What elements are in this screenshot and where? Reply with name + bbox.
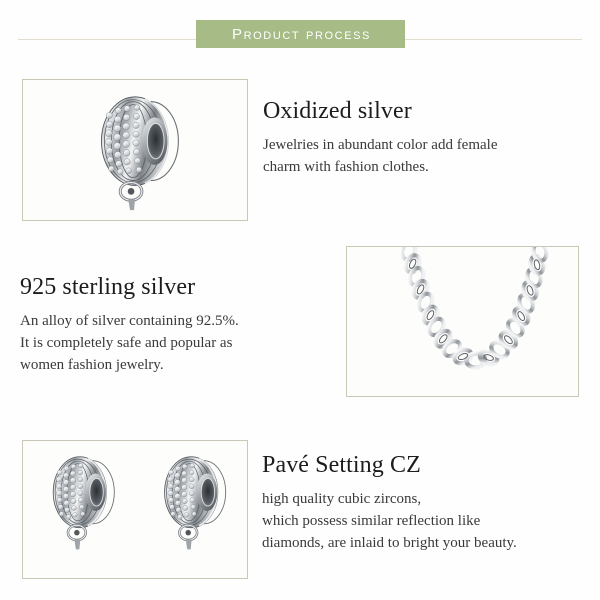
body-line: An alloy of silver containing 92.5%. <box>20 313 239 329</box>
photo-frame-925-sterling-silver <box>346 246 579 397</box>
body-line: which possess similar reflection like <box>262 513 481 530</box>
body-line: charm with fashion clothes. <box>263 159 429 176</box>
photo-frame-oxidized-silver <box>22 79 248 221</box>
silver-chain-necklace-photo <box>347 247 578 396</box>
page-header <box>0 20 600 62</box>
body-line: It is completely safe and popular as <box>20 335 233 352</box>
section-title-banner <box>196 20 405 48</box>
heading-925-sterling-silver: 925 sterling silver <box>20 274 196 300</box>
section-title-label: Product process <box>231 25 371 43</box>
text-block-pave-setting-cz <box>262 450 592 555</box>
heading-pave-setting-cz: Pavé Setting CZ <box>262 452 421 478</box>
heading-oxidized-silver: Oxidized silver <box>263 98 412 124</box>
body-line: women fashion jewelry. <box>20 357 164 374</box>
text-block-925-sterling-silver <box>20 272 320 377</box>
body-oxidized-silver <box>263 134 583 178</box>
text-block-oxidized-silver <box>263 96 583 178</box>
body-line: high quality cubic zircons, <box>262 491 422 507</box>
pave-charm-bead-pair-photo <box>23 441 247 578</box>
chain-necklace-icon <box>347 247 578 396</box>
body-925-sterling-silver <box>20 310 320 377</box>
charm-bead-pair-icon <box>23 441 247 578</box>
body-pave-setting-cz <box>262 488 592 555</box>
charm-bead-icon <box>23 80 247 220</box>
pave-charm-bead-photo <box>23 80 247 220</box>
body-line: diamonds, are inlaid to bright your beauty. <box>262 535 517 552</box>
body-line: Jewelries in abundant color add female <box>263 137 498 153</box>
photo-frame-pave-setting-cz <box>22 440 248 579</box>
